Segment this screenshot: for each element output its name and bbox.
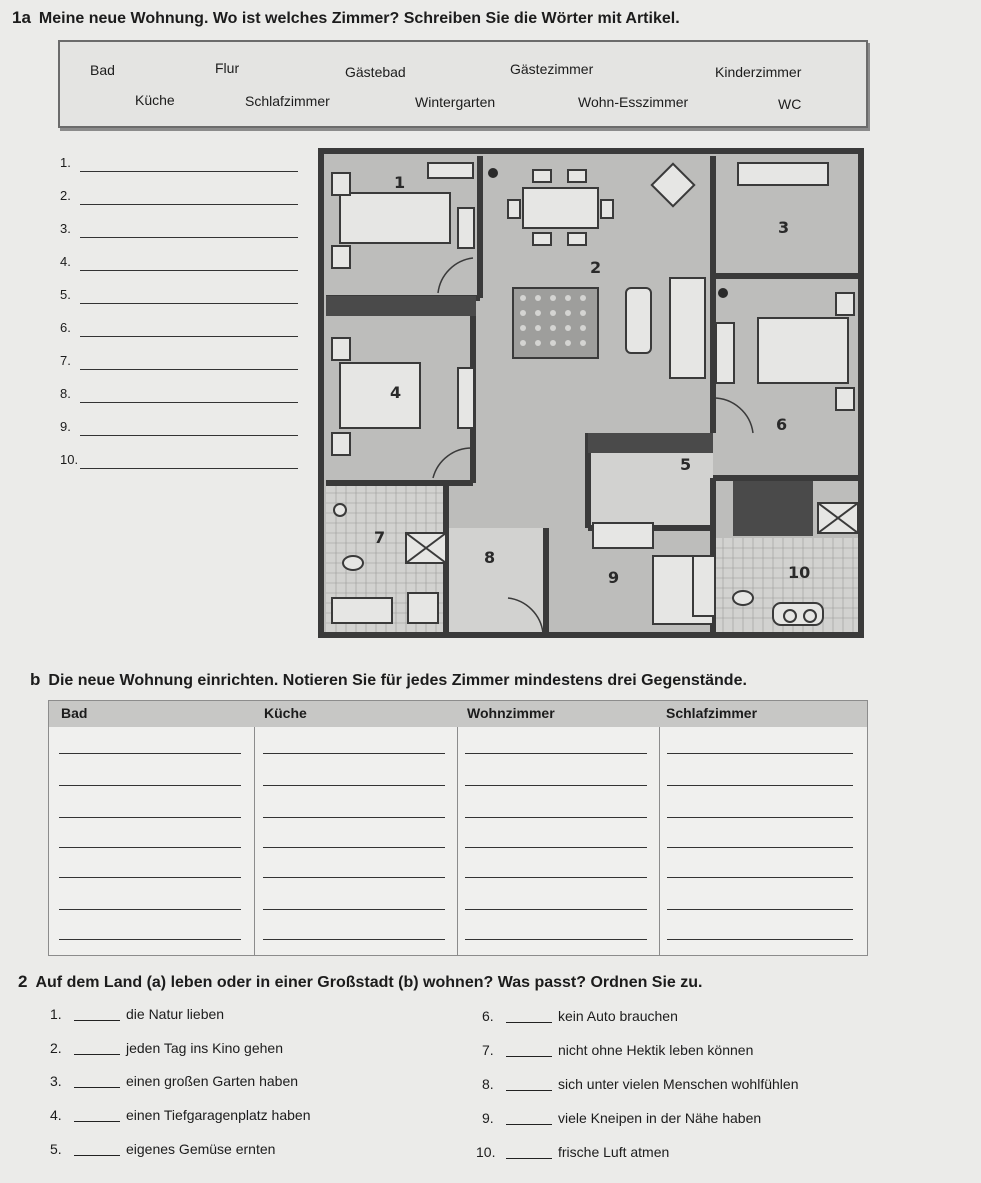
table-blank[interactable] xyxy=(263,939,445,940)
room-number-10: 10 xyxy=(788,563,811,582)
table-blank[interactable] xyxy=(263,785,445,786)
table-blank[interactable] xyxy=(263,877,445,878)
exercise-2-item-6: 6. kein Auto brauchen xyxy=(482,1008,678,1024)
table-header xyxy=(49,701,867,727)
answer-blank[interactable] xyxy=(506,1112,552,1125)
toilet xyxy=(343,556,363,570)
answer-blank[interactable] xyxy=(506,1044,552,1057)
word-kueche: Küche xyxy=(135,92,175,108)
exercise-label: 2 xyxy=(18,972,28,991)
column-header-schlafzimmer: Schlafzimmer xyxy=(666,705,758,721)
column-header-kueche: Küche xyxy=(264,705,307,721)
exercise-2-heading xyxy=(18,972,702,992)
room-number-3: 3 xyxy=(778,218,790,237)
exercise-2-item-2: 2. jeden Tag ins Kino gehen xyxy=(50,1040,283,1056)
room-number-1: 1 xyxy=(394,173,406,192)
room-number-4: 4 xyxy=(390,383,402,402)
table-blank[interactable] xyxy=(667,939,853,940)
exercise-1a-heading xyxy=(12,8,680,28)
table-blank[interactable] xyxy=(59,753,241,754)
room-number-2: 2 xyxy=(590,258,602,277)
word-flur: Flur xyxy=(215,60,240,76)
answer-blank[interactable] xyxy=(506,1078,552,1091)
exercise-2-item-3: 3. einen großen Garten haben xyxy=(50,1073,299,1089)
table-blank[interactable] xyxy=(465,817,647,818)
room-number-5: 5 xyxy=(680,455,692,474)
room-number-9: 9 xyxy=(608,568,620,587)
exercise-instruction: Auf dem Land (a) leben oder in einer Großstadt (b) wohnen? Was passt? Ordnen Sie zu. xyxy=(35,974,703,991)
exercise-instruction: Meine neue Wohnung. Wo ist welches Zimmer? Schreiben Sie die Wörter mit Artikel. xyxy=(38,10,680,27)
table-blank[interactable] xyxy=(263,817,445,818)
toilet xyxy=(733,591,753,605)
table-blank[interactable] xyxy=(263,909,445,910)
word-bad: Bad xyxy=(90,62,115,78)
table-blank[interactable] xyxy=(59,847,241,848)
answer-blank-2[interactable]: 2. xyxy=(60,188,300,208)
word-kinderzimmer: Kinderzimmer xyxy=(715,64,802,80)
table-blank[interactable] xyxy=(667,909,853,910)
table-blank[interactable] xyxy=(667,817,853,818)
answer-blank-9[interactable]: 9. xyxy=(60,419,300,439)
table-blank[interactable] xyxy=(465,847,647,848)
exercise-2-item-7: 7. nicht ohne Hektik leben können xyxy=(482,1042,754,1058)
exercise-2-item-1: 1. die Natur lieben xyxy=(50,1006,225,1022)
table-blank[interactable] xyxy=(59,939,241,940)
word-wintergarten: Wintergarten xyxy=(415,94,496,110)
word-gaestezimmer: Gästezimmer xyxy=(510,61,594,77)
answer-blank[interactable] xyxy=(74,1075,120,1088)
answer-blank[interactable] xyxy=(74,1042,120,1055)
column-header-wohnzimmer: Wohnzimmer xyxy=(467,705,555,721)
exercise-1b-heading xyxy=(30,670,747,690)
answer-blank-6[interactable]: 6. xyxy=(60,320,300,340)
answer-blank-10[interactable]: 10. xyxy=(60,452,300,472)
exercise-2-item-5: 5. eigenes Gemüse ernten xyxy=(50,1141,276,1157)
kitchen-counter xyxy=(588,433,713,453)
washbasin xyxy=(784,610,796,622)
table-blank[interactable] xyxy=(465,877,647,878)
washbasin xyxy=(804,610,816,622)
table-blank[interactable] xyxy=(465,939,647,940)
lamp xyxy=(718,288,728,298)
column-divider xyxy=(659,727,660,955)
answer-blank[interactable] xyxy=(506,1146,552,1159)
table-blank[interactable] xyxy=(59,909,241,910)
exercise-label: 1a xyxy=(12,8,31,27)
answer-blank-4[interactable]: 4. xyxy=(60,254,300,274)
room-number-7: 7 xyxy=(374,528,386,547)
answer-blank-1[interactable]: 1. xyxy=(60,155,300,175)
answer-blank-8[interactable]: 8. xyxy=(60,386,300,406)
word-wc: WC xyxy=(778,96,802,112)
exercise-2-item-10: 10. frische Luft atmen xyxy=(476,1144,670,1160)
word-schlafzimmer: Schlafzimmer xyxy=(245,93,330,109)
word-wohn-esszimmer: Wohn-Esszimmer xyxy=(578,94,689,110)
table-blank[interactable] xyxy=(465,909,647,910)
table-blank[interactable] xyxy=(263,847,445,848)
wardrobe xyxy=(326,296,476,316)
lamp xyxy=(488,168,498,178)
table-blank[interactable] xyxy=(59,877,241,878)
exercise-2-item-8: 8. sich unter vielen Menschen wohlfühlen xyxy=(482,1076,799,1092)
answer-blank[interactable] xyxy=(74,1143,120,1156)
exercise-instruction: Die neue Wohnung einrichten. Notieren Sie für jedes Zimmer mindestens drei Gegenstände. xyxy=(48,672,747,689)
word-box xyxy=(58,40,868,128)
room-number-6: 6 xyxy=(776,415,788,434)
column-divider xyxy=(254,727,255,955)
table-blank[interactable] xyxy=(667,847,853,848)
answer-blank[interactable] xyxy=(74,1008,120,1021)
table-blank[interactable] xyxy=(667,785,853,786)
table-blank[interactable] xyxy=(465,785,647,786)
table-blank[interactable] xyxy=(263,753,445,754)
table-blank[interactable] xyxy=(59,817,241,818)
room-number-8: 8 xyxy=(484,548,496,567)
exercise-2-item-4: 4. einen Tiefgaragenplatz haben xyxy=(50,1107,311,1123)
floor-plan xyxy=(318,148,864,638)
answer-blank-3[interactable]: 3. xyxy=(60,221,300,241)
answer-blank[interactable] xyxy=(506,1010,552,1023)
furniture-table xyxy=(48,700,868,956)
answer-blank-5[interactable]: 5. xyxy=(60,287,300,307)
table-blank[interactable] xyxy=(667,877,853,878)
answer-blank-7[interactable]: 7. xyxy=(60,353,300,373)
column-header-bad: Bad xyxy=(61,705,88,721)
washbasin xyxy=(334,504,346,516)
column-divider xyxy=(457,727,458,955)
word-gaestebad: Gästebad xyxy=(345,64,406,80)
table-blank[interactable] xyxy=(59,785,241,786)
exercise-2-item-9: 9. viele Kneipen in der Nähe haben xyxy=(482,1110,762,1126)
answer-blank[interactable] xyxy=(74,1109,120,1122)
utility-block xyxy=(733,481,813,536)
table-blank[interactable] xyxy=(465,753,647,754)
table-blank[interactable] xyxy=(667,753,853,754)
exercise-label: b xyxy=(30,670,41,689)
